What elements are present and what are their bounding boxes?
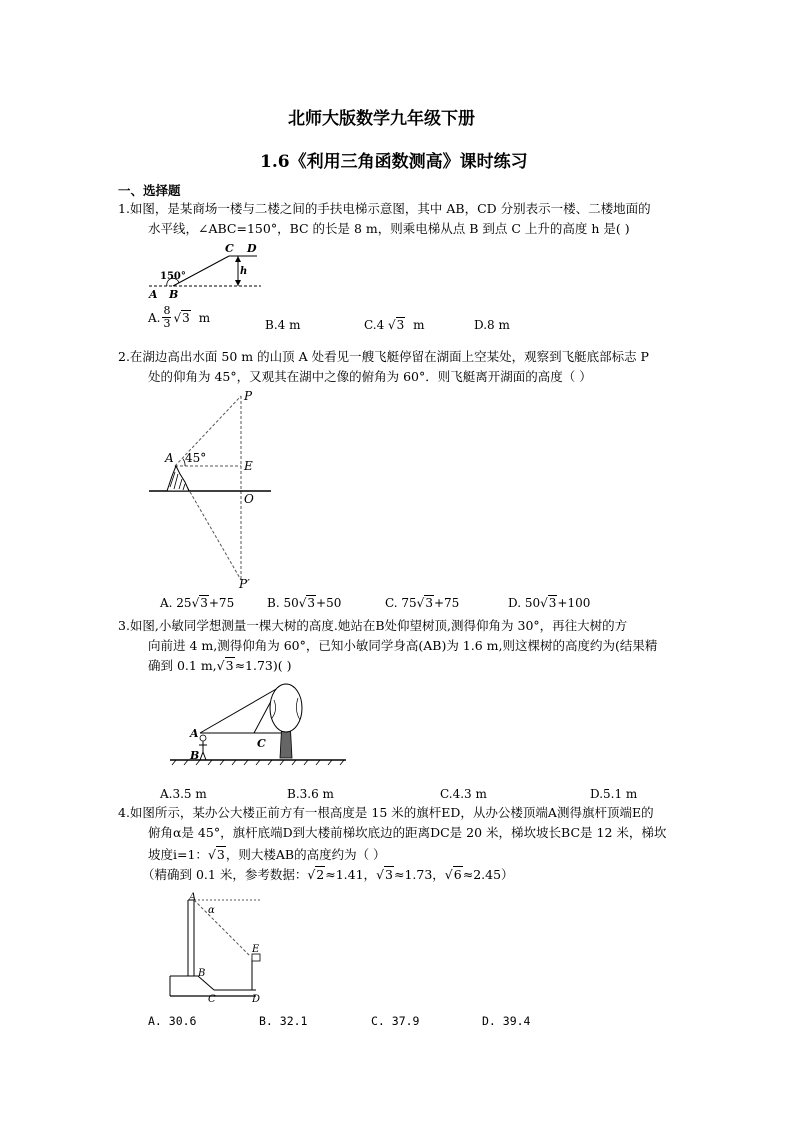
q3-option-a: A.3.5 m	[160, 787, 207, 801]
q2-option-b: B. 50√3+50	[267, 596, 342, 610]
q1-option-a-label: A.	[148, 310, 161, 325]
q1-option-d: D.8 m	[474, 318, 510, 332]
q2-label-p: P	[244, 389, 253, 403]
q1-option-a: A. $\frac{8}{3}$ √3 m	[148, 304, 211, 330]
q2-option-d: D. 50√3+100	[508, 596, 591, 610]
q2-airship-figure	[145, 388, 275, 590]
q3-person-head	[200, 735, 206, 741]
q3-line3: 确到 0.1 m,√3≈1.73)( )	[148, 658, 292, 673]
q4-option-b: B. 32.1	[259, 1014, 308, 1028]
q4-option-d: D. 39.4	[482, 1014, 531, 1028]
section-heading: 一、选择题	[118, 183, 181, 198]
page-subtitle: 1.6《利用三角函数测高》课时练习	[260, 152, 528, 172]
q4-option-a: A. 30.6	[148, 1014, 197, 1028]
q2-line2: 处的仰角为 45°，又观其在湖中之像的俯角为 60°．则飞艇离开湖面的高度（ ）	[148, 369, 592, 384]
q4-building-figure	[168, 892, 272, 1004]
q1-label-h: h	[240, 266, 248, 277]
q2-angle-label: 45°	[185, 451, 207, 465]
q1-label-d: D	[247, 242, 257, 255]
q4-flag	[252, 954, 260, 961]
q4-label-a: A	[189, 892, 197, 903]
q1-angle-label: 150°	[160, 271, 186, 282]
q4-line3: 坡度i=1：√3，则大楼AB的高度约为（ ）	[148, 847, 386, 862]
q3-label-a: A	[190, 727, 199, 740]
q1-line2: 水平线，∠ABC=150°，BC 的长是 8 m，则乘电梯从点 B 到点 C 上升的高度 h 是( )	[148, 221, 630, 236]
q2-mountain	[167, 466, 189, 491]
q1-escalator-figure	[145, 240, 265, 302]
q4-line1: 4.如图所示，某办公大楼正前方有一根高度是 15 米的旗杆ED，从办公楼顶端A测得旗杆顶端E的	[118, 805, 654, 820]
q3-label-b: B	[190, 749, 200, 762]
q4-line2: 俯角α是 45°，旗杆底端D到大楼前梯坎底边的距离DC是 20 米，梯坎坡长BC是 12 米，梯坎	[148, 825, 667, 840]
q3-option-c: C.4.3 m	[440, 787, 487, 801]
q1-option-a-denominator: 3	[163, 317, 171, 330]
q4-option-c: C. 37.9	[371, 1014, 420, 1028]
q4-line4: （精确到 0.1 米，参考数据：√2≈1.41，√3≈1.73，√6≈2.45）	[142, 867, 514, 882]
q3-option-d: D.5.1 m	[590, 787, 638, 801]
q4-label-b: B	[198, 968, 206, 979]
q1-option-a-numerator: 8	[163, 304, 171, 317]
q3-line2: 向前进 4 m,测得仰角为 60°，已知小敏同学身高(AB)为 1.6 m,则这棵树的高度约为(结果精	[148, 638, 658, 653]
q3-label-c: C	[257, 737, 266, 750]
q1-label-b: B	[169, 288, 179, 301]
q2-option-c: C. 75√3+75	[385, 596, 460, 610]
q1-option-a-unit: m	[198, 310, 211, 325]
q4-label-e: E	[252, 944, 260, 955]
q1-option-a-radicand: 3	[182, 310, 190, 325]
q2-label-a: A	[165, 451, 174, 465]
q3-line1: 3.如图,小敏同学想测量一棵大树的高度.她站在B处仰望树顶,测得仰角为 30°，再往大树的方	[118, 618, 628, 633]
q1-label-a: A	[149, 288, 158, 301]
q1-label-c: C	[225, 242, 234, 255]
q3-tree-crown	[270, 684, 302, 732]
q2-label-e: E	[244, 459, 253, 473]
q1-option-b: B.4 m	[265, 318, 301, 332]
q2-option-a: A. 25√3+75	[160, 596, 235, 610]
q2-line1: 2.在湖边高出水面 50 m 的山顶 A 处看见一艘飞艇停留在湖面上空某处，观察到飞艇底部标志 P	[118, 349, 649, 364]
q4-label-c: C	[208, 994, 216, 1004]
page-title: 北师大版数学九年级下册	[288, 109, 475, 129]
q4-label-d: D	[252, 994, 261, 1004]
q4-label-alpha: α	[208, 905, 215, 916]
q1-line1: 1.如图，是某商场一楼与二楼之间的手扶电梯示意图，其中 AB，CD 分别表示一楼、二楼地面的	[118, 201, 651, 216]
q2-label-p-prime: P′	[239, 577, 250, 590]
q2-label-o: O	[244, 492, 254, 506]
q1-option-c: C.4 √3 m	[364, 318, 425, 332]
q3-option-b: B.3.6 m	[287, 787, 334, 801]
q3-tree-figure	[168, 680, 348, 766]
